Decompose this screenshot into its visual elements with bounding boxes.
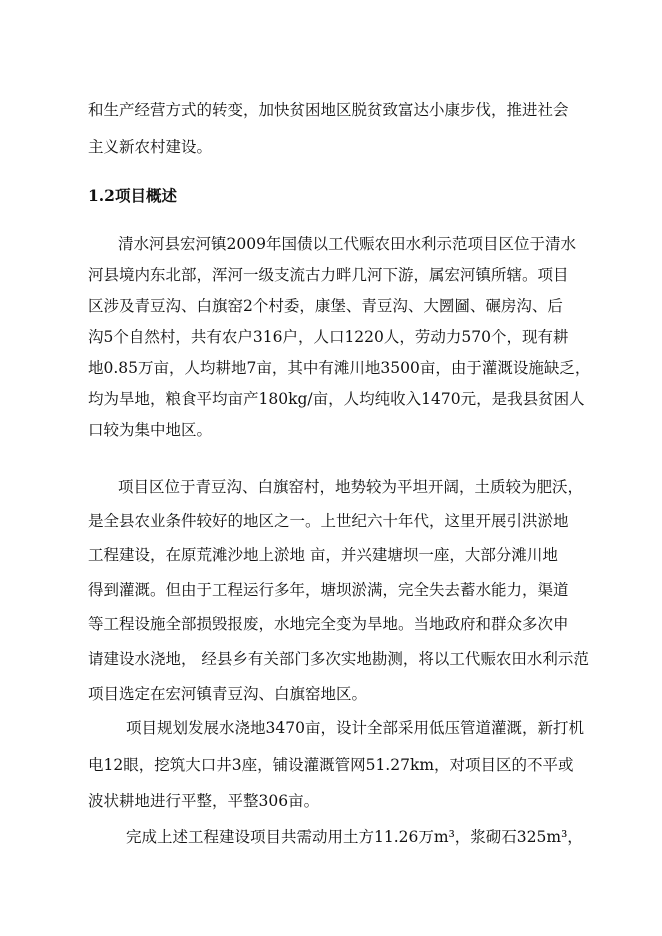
paragraph2-line-1: 项目区位于青豆沟、白旗窑村，地势较为平坦开阔，土质较为肥沃， [118,478,584,496]
paragraph2-line-4: 得到灌溉。但由于工程运行多年，塘坝淤满，完全失去蓄水能力，渠道 [88,581,569,599]
paragraph3-line-3: 波状耕地进行平整，平整306亩。 [88,792,320,810]
paragraph2-line-3: 工程建设，在原荒滩沙地上淤地 亩，并兴建塘坝一座，大部分滩川地 [88,546,558,564]
paragraph3-line-1: 项目规划发展水浇地3470亩，设计全部采用低压管道灌溉，新打机 [126,719,584,737]
paragraph4-line-1: 完成上述工程建设项目共需动用土方11.26万m³，浆砌石325m³， [126,828,583,846]
paragraph3-line-2: 电12眼，挖筑大口井3座，铺设灌溉管网51.27km，对项目区的不平或 [88,756,574,774]
paragraph1-line-2: 河县境内东北部，浑河一级支流古力畔几河下游，属宏河镇所辖。项目 [88,266,569,284]
paragraph2-line-5: 等工程设施全部损毁报废，水地完全变为旱地。当地政府和群众多次申 [88,615,569,633]
paragraph2-line-2: 是全县农业条件较好的地区之一。上世纪六十年代，这里开展引洪淤地 [88,512,569,530]
paragraph1-line-1: 清水河县宏河镇2009年国债以工代赈农田水利示范项目区位于清水 [118,235,576,253]
paragraph1-line-7: 口较为集中地区。 [88,421,213,439]
paragraph1-line-5: 地0.85万亩，人均耕地7亩，其中有滩川地3500亩，由于灌溉设施缺乏， [88,359,591,377]
paragraph2-line-6: 请建设水浇地， 经县乡有关部门多次实地勘测，将以工代赈农田水利示范 [88,650,589,668]
paragraph1-line-6: 均为旱地，粮食平均亩产180kg/亩，人均纯收入1470元，是我县贫困人 [88,390,585,408]
paragraph2-line-7: 项目选定在宏河镇青豆沟、白旗窑地区。 [88,685,368,703]
intro-line-2: 主义新农村建设。 [88,138,213,156]
paragraph1-line-3: 区涉及青豆沟、白旗窑2个村委，康堡、青豆沟、大圐圙、碾房沟、后 [88,297,563,315]
intro-line-1: 和生产经营方式的转变，加快贫困地区脱贫致富达小康步伐，推进社会 [88,101,569,119]
section-heading: 1.2项目概述 [88,186,177,205]
paragraph1-line-4: 沟5个自然村，共有农户316户，人口1220人，劳动力570个，现有耕 [88,328,569,346]
